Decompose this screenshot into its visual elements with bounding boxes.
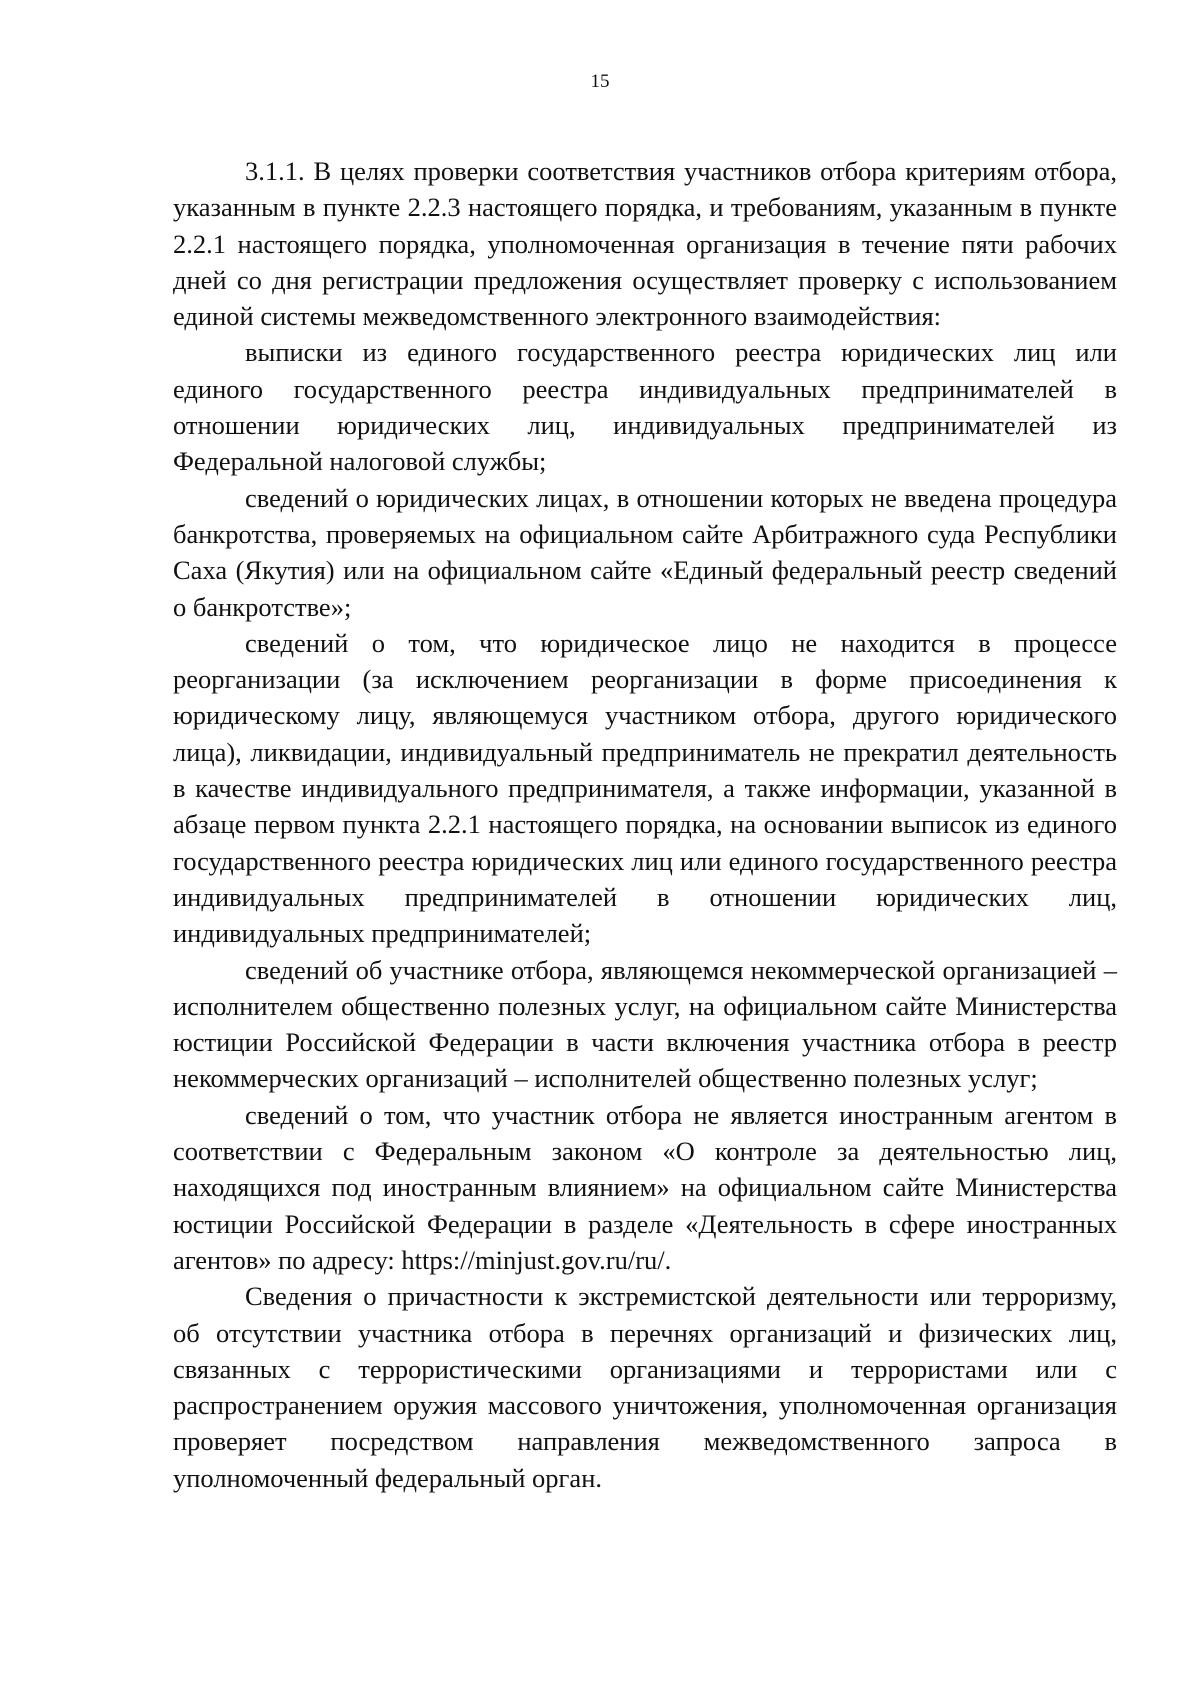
paragraph-nonprofit-info: сведений об участнике отбора, являющемся некоммерческой организацией – исполнителем общественно полезных услуг, на официальном сайте Министерства юстиции Российской Федерации в части включения участника отбора в реестр некоммерческих организаций – исполнителей общественно полезных услуг;: [173, 954, 1117, 1094]
paragraph-extremism-check: Сведения о причастности к экстремистской деятельности или терроризму, об отсутствии участника отбора в перечнях организаций и физических лиц, связанных с террористическими организациями и террористами или с распространением оружия массового уничтожения, уполномоченная организация проверяет посредством направления межведомственного запроса в уполномоченный федеральный орган.: [173, 1281, 1117, 1493]
paragraph-egrul-extract: выписки из единого государственного реестра юридических лиц или единого государственного реестра индивидуальных предпринимателей в отношении юридических лиц, индивидуальных предпринимателей из Федеральной налоговой службы;: [173, 337, 1117, 477]
paragraph-foreign-agent-info: сведений о том, что участник отбора не является иностранным агентом в соответствии с Федеральным законом «О контроле за деятельностью лиц, находящихся под иностранным влиянием» на официальном сайте Министерства юстиции Российской Федерации в разделе «Деятельность в сфере иностранных агентов» по адресу: https://minjust.gov.ru/ru/.: [173, 1099, 1117, 1275]
page-number: 15: [590, 71, 610, 92]
paragraph-reorganization-info: сведений о том, что юридическое лицо не находится в процессе реорганизации (за исключением реорганизации в форме присоединения к юридическому лицу, являющемуся участником отбора, другого юридического лица), ликвидации, индивидуальный предприниматель не прекратил деятельность в качестве индивидуального предпринимателя, а также информации, указанной в абзаце первом пункта 2.2.1 настоящего порядка, на основании выписок из единого государственного реестра юридических лиц или единого государственного реестра индивидуальных предпринимателей в отношении юридических лиц, индивидуальных предпринимателей;: [173, 627, 1117, 949]
paragraph-3-1-1: 3.1.1. В целях проверки соответствия участников отбора критериям отбора, указанным в пункте 2.2.3 настоящего порядка, и требованиям, указанным в пункте 2.2.1 настоящего порядка, уполномоченная организация в течение пяти рабочих дней со дня регистрации предложения осуществляет проверку с использованием единой системы межведомственного электронного взаимодействия:: [173, 156, 1117, 332]
paragraph-bankruptcy-info: сведений о юридических лицах, в отношении которых не введена процедура банкротства, проверяемых на официальном сайте Арбитражного суда Республики Саха (Якутия) или на официальном сайте «Единый федеральный реестр сведений о банкротстве»;: [173, 482, 1117, 622]
document-body: [173, 153, 1117, 1496]
